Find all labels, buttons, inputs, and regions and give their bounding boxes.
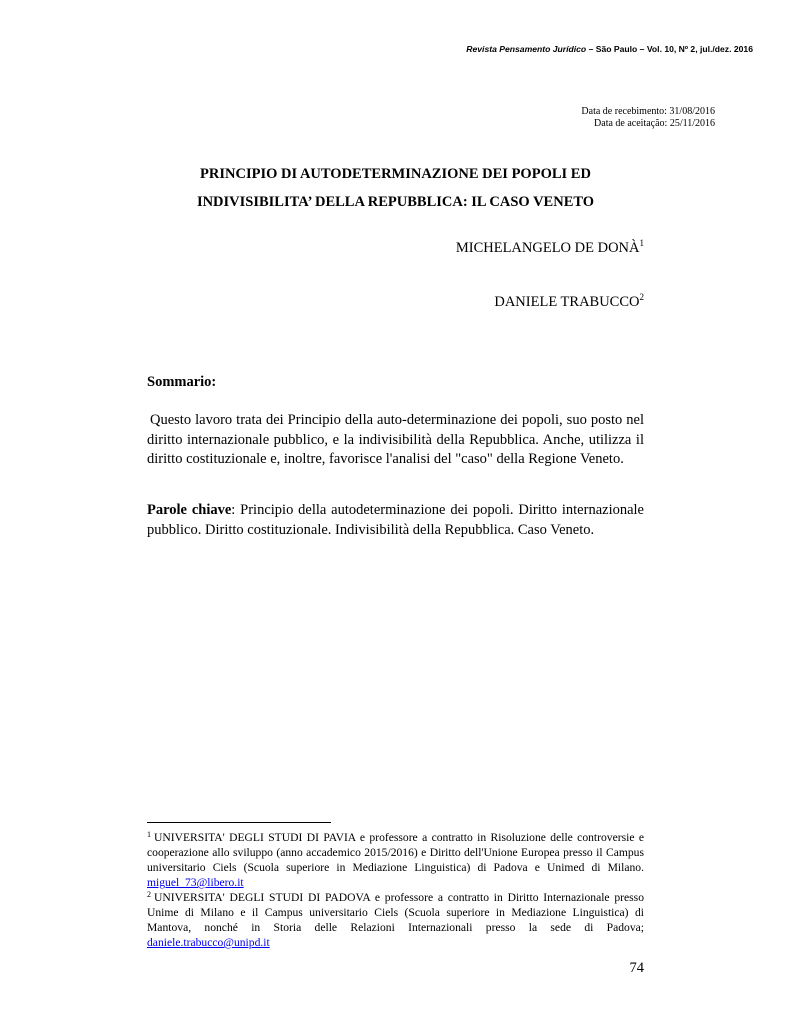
journal-details: – São Paulo – Vol. 10, Nº 2, jul./dez. 2016 bbox=[586, 44, 753, 54]
title-line-1: PRINCIPIO DI AUTODETERMINAZIONE DEI POPOLI ED bbox=[200, 166, 591, 182]
abstract-text: Questo lavoro trata dei Principio della auto-determinazione dei popoli, suo posto nel diritto internazionale pubblico, e la indivisibilità della Repubblica. Anche, utilizza il diritto costituzionale e, inoltre, favorisce l'analisi del "caso" della Regione Veneto. bbox=[147, 412, 644, 467]
email-link[interactable]: daniele.trabucco@unipd.it bbox=[147, 936, 270, 949]
footnote-mark: 2 bbox=[147, 890, 151, 899]
paper-title bbox=[147, 160, 644, 216]
footnote-text: UNIVERSITA' DEGLI STUDI DI PAVIA e professore a contratto in Risoluzione delle controversie e cooperazione allo sviluppo (anno accademico 2015/2016) e Diritto dell'Unione Europea presso il Campus universitario Ciels (Scuola superiore in Mediazione Linguistica) di Padova e Unimed di Milano. bbox=[147, 831, 644, 874]
footnote-1 bbox=[147, 830, 644, 890]
footnote-mark: 1 bbox=[147, 830, 151, 839]
journal-name: Revista Pensamento Jurídico bbox=[466, 44, 587, 54]
footnote-text: UNIVERSITA' DEGLI STUDI DI PADOVA e professore a contratto in Diritto Internazionale presso Unime di Milano e il Campus universitario Ciels (Scuola superiore in Mediazione Linguistica) di Mantova, nonché in Storia delle Relazioni Internazionali presso la sede di Padova; bbox=[147, 891, 644, 934]
author-1 bbox=[456, 240, 644, 257]
email-link[interactable]: miguel_73@libero.it bbox=[147, 876, 244, 889]
author-2 bbox=[494, 294, 644, 311]
footnote-2 bbox=[147, 890, 644, 950]
footnote-ref[interactable]: 1 bbox=[639, 238, 644, 248]
footnotes bbox=[147, 830, 644, 950]
sommario-heading: Sommario: bbox=[147, 374, 217, 390]
keywords-label: Parole chiave bbox=[147, 502, 232, 518]
received-date: Data de recebimento: 31/08/2016 bbox=[581, 106, 715, 117]
submission-dates bbox=[581, 106, 715, 130]
author-name: DANIELE TRABUCCO bbox=[494, 294, 640, 310]
running-header bbox=[466, 44, 753, 54]
footnote-ref[interactable]: 2 bbox=[639, 292, 644, 302]
page-number: 74 bbox=[629, 960, 644, 976]
footnote-divider bbox=[147, 822, 331, 823]
author-name: MICHELANGELO DE DONÀ bbox=[455, 240, 640, 256]
keywords bbox=[147, 501, 644, 540]
keywords-text: : Principio della autodeterminazione dei popoli. Diritto internazionale pubblico. Diritto costituzionale. Indivisibilità della Repubblica. Caso Veneto. bbox=[147, 502, 644, 538]
accepted-date: Data de aceitação: 25/11/2016 bbox=[594, 118, 715, 129]
title-line-2: INDIVISIBILITA’ DELLA REPUBBLICA: IL CASO VENETO bbox=[196, 194, 595, 210]
